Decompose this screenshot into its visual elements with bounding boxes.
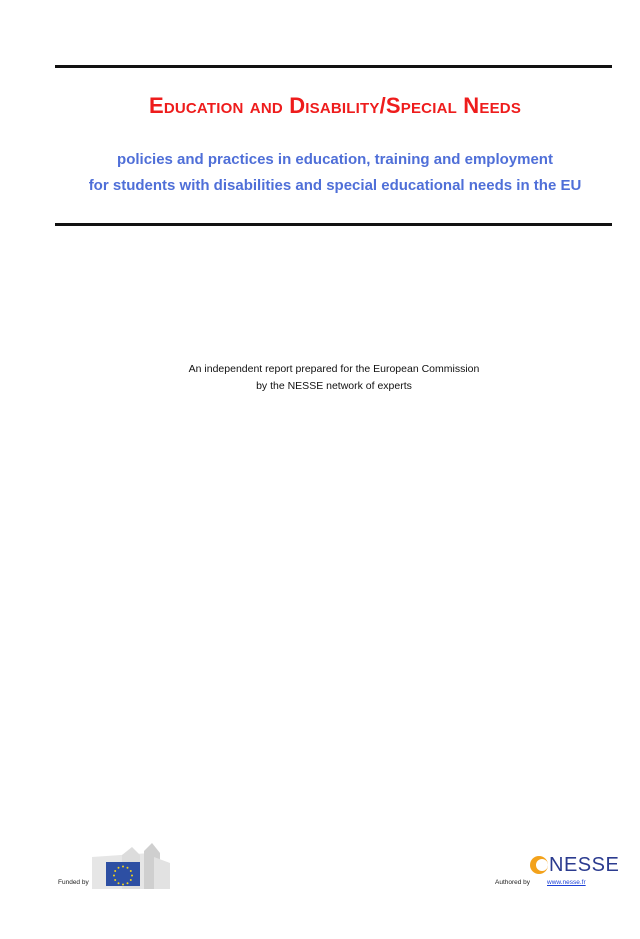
- document-title: Education and Disability/Special Needs: [148, 93, 522, 118]
- nesse-website-link[interactable]: www.nesse.fr: [547, 879, 586, 886]
- authored-by-label: Authored by: [495, 879, 531, 886]
- bottom-rule: [55, 223, 612, 226]
- funded-by-label: Funded by: [58, 879, 89, 886]
- nesse-logo-text: NESSE: [549, 854, 620, 876]
- report-description-line-2: by the NESSE network of experts: [256, 380, 412, 392]
- report-description-line-1: An independent report prepared for the European Commission: [188, 363, 480, 375]
- european-commission-logo-icon: [92, 843, 170, 889]
- subtitle-line-1: policies and practices in education, training and employment: [117, 151, 553, 168]
- subtitle-line-2: for students with disabilities and special educational needs in the EU: [88, 177, 582, 194]
- nesse-logo-icon: [527, 853, 619, 877]
- top-rule: [55, 65, 612, 68]
